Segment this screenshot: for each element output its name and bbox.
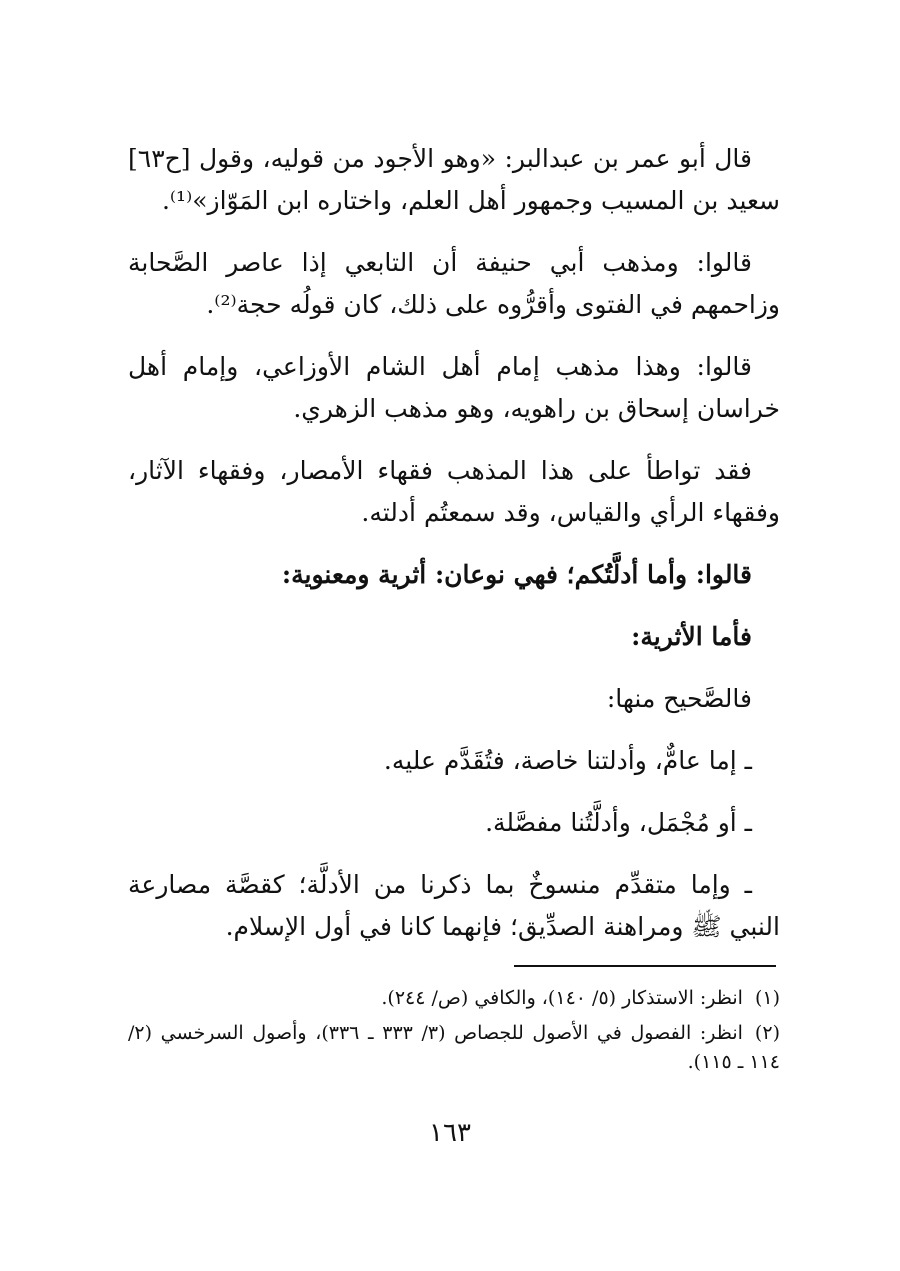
page-number: ١٦٣: [429, 1118, 471, 1148]
paragraph-abu-hanifa: قالوا: ومذهب أبي حنيفة أن التابعي إذا عاصر الصَّحابة وزاحمهم في الفتوى وأقرُّوه على ذلك، كان قولُه حجة⁽²⁾.: [128, 248, 780, 319]
paragraph-ibn-abdulbarr: قال أبو عمر بن عبدالبر: «وهو الأجود من قوليه، وقول [ح٦٣] سعيد بن المسيب وجمهور أهل العلم، واختاره ابن المَوّاز»⁽¹⁾.: [128, 144, 780, 215]
footnote-number: (١): [754, 987, 780, 1009]
footnote-text: انظر: الاستذكار (٥/ ١٤٠)، والكافي (ص/ ٢٤٤).: [381, 987, 743, 1009]
main-text: [128, 138, 780, 968]
footnote-text: انظر: الفصول في الأصول للجصاص (٣/ ٣٣٣ ـ ٣٣٦)، وأصول السرخسي (٢/ ١١٤ ـ ١١٥).: [128, 1022, 780, 1073]
paragraph-awzai: قالوا: وهذا مذهب إمام أهل الشام الأوزاعي، وإمام أهل خراسان إسحاق بن راهويه، وهو مذهب الزهري.: [128, 352, 780, 423]
footnote-number: (٢): [754, 1022, 780, 1044]
footnote-2: [128, 1019, 780, 1077]
line-sahih: فالصَّحيح منها:: [606, 684, 752, 713]
footnote-1: [128, 984, 780, 1013]
footnote-divider: [514, 965, 776, 967]
paragraph-tawatu: فقد تواطأ على هذا المذهب فقهاء الأمصار، وفقهاء الآثار، وفقهاء الرأي والقياس، وقد سمعتُم أدلته.: [128, 456, 780, 527]
heading-adillatukum: قالوا: وأما أدلَّتُكم؛ فهي نوعان: أثرية ومعنوية:: [281, 560, 752, 589]
footnotes: [128, 984, 780, 1083]
list-item: ـ أو مُجْمَل، وأدلَّتُنا مفصَّلة.: [485, 808, 752, 837]
list-item: ـ إما عامٌّ، وأدلتنا خاصة، فتُقَدَّم عليه.: [383, 746, 752, 775]
list-item: ـ وإما متقدِّم منسوخٌ بما ذكرنا من الأدلَّة؛ كقصَّة مصارعة النبي ﷺ ومراهنة الصدِّيق؛ فإنهما كانا في أول الإسلام.: [128, 870, 780, 941]
heading-athariyya: فأما الأثرية:: [631, 622, 752, 651]
